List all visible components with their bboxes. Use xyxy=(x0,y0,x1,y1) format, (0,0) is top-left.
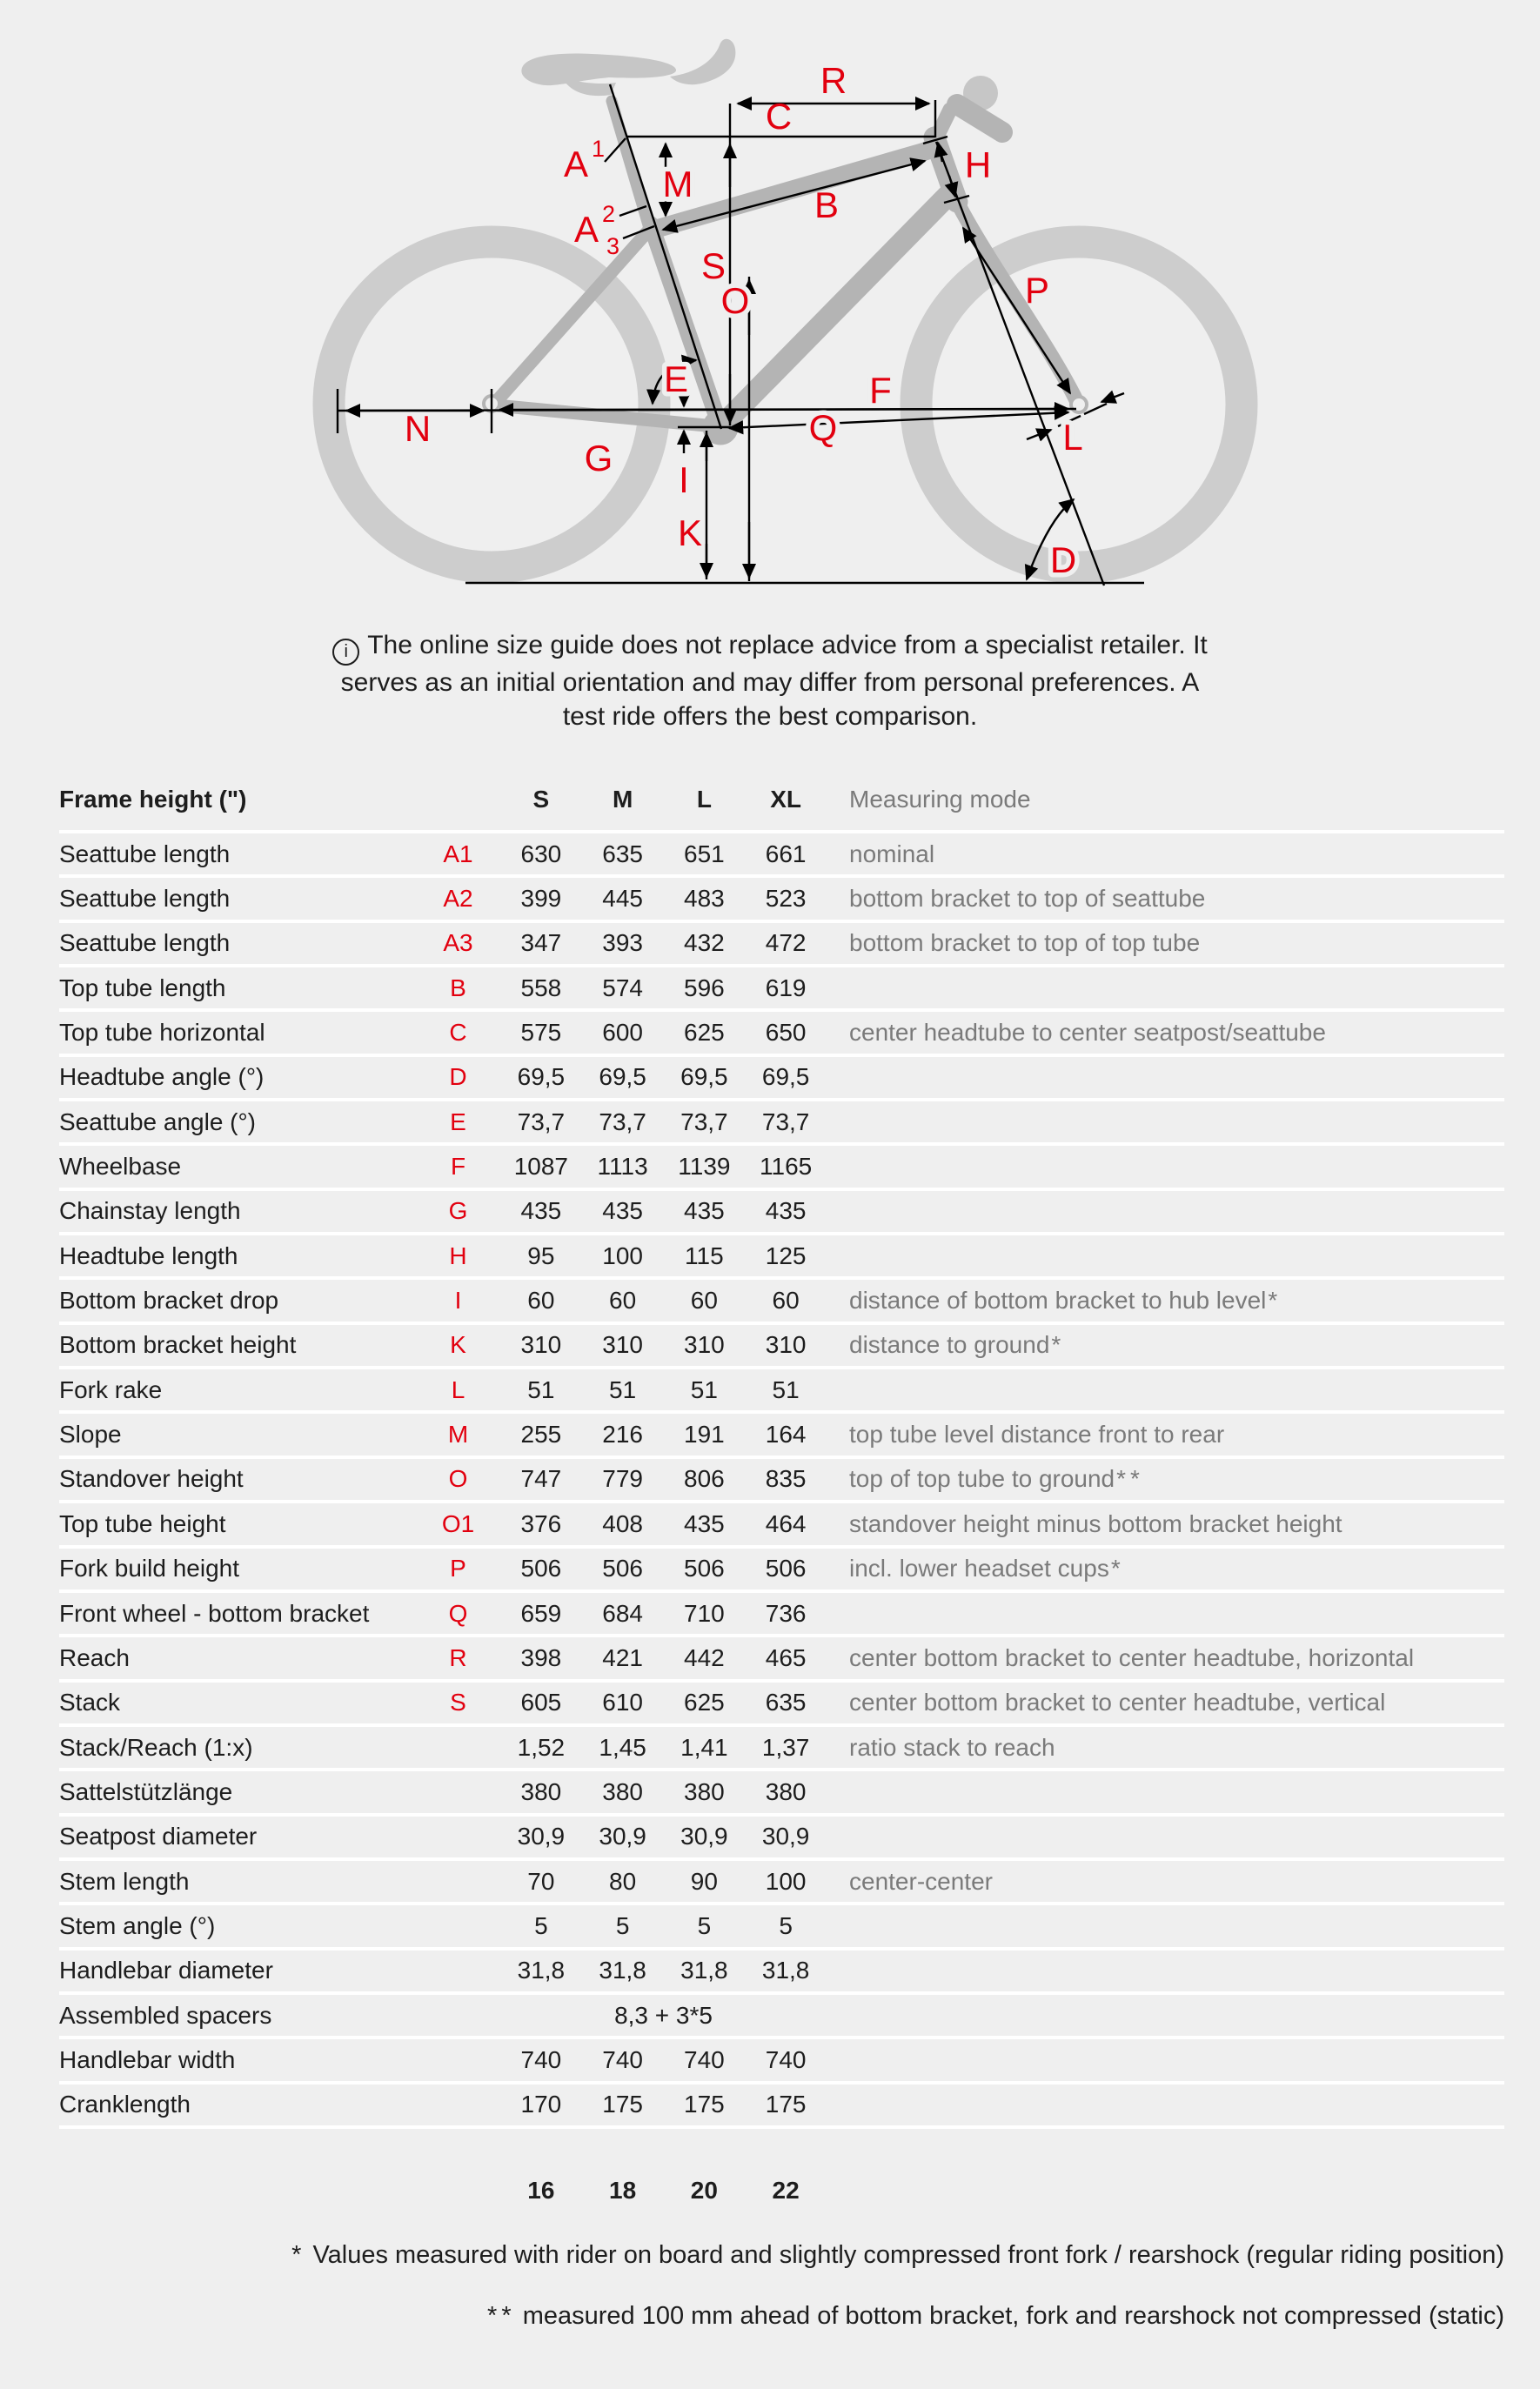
table-row xyxy=(59,1905,1504,1950)
geometry-table xyxy=(59,769,1504,2211)
row-code: P xyxy=(450,1555,466,1583)
info-note-text: The online size guide does not replace advice from a specialist retailer. It xyxy=(367,631,1208,659)
frame-size-inches-row xyxy=(59,2171,1504,2211)
row-code: L xyxy=(451,1375,465,1403)
row-measuring-mode: center bottom bracket to center headtube, vertical xyxy=(849,1689,1386,1716)
row-value: 5 xyxy=(779,1911,793,1939)
table-row xyxy=(59,1503,1504,1548)
table-row xyxy=(59,1637,1504,1682)
diagram-label-a1: A xyxy=(564,144,589,184)
row-value: 69,5 xyxy=(599,1063,646,1091)
row-value: 574 xyxy=(602,974,643,1001)
row-label: Seatpost diameter xyxy=(59,1823,258,1850)
table-row xyxy=(59,1235,1504,1280)
row-label: Sattelstützlänge xyxy=(59,1777,233,1805)
size-inches-s: 16 xyxy=(527,2176,555,2204)
row-measuring-mode: top tube level distance front to rear xyxy=(849,1421,1225,1449)
saddle xyxy=(521,54,676,86)
table-header xyxy=(59,769,1504,833)
row-value: 69,5 xyxy=(680,1063,728,1091)
row-code: A1 xyxy=(443,840,473,867)
row-measuring-mode: bottom bracket to top of top tube xyxy=(849,929,1201,957)
row-label: Stack xyxy=(59,1689,121,1716)
row-value: 740 xyxy=(520,2045,562,2073)
row-label: Headtube angle (°) xyxy=(59,1063,264,1091)
row-value: 684 xyxy=(602,1599,643,1627)
header-size-m: M xyxy=(612,786,633,813)
row-code: R xyxy=(449,1643,467,1671)
row-code: K xyxy=(450,1331,466,1359)
row-value: 600 xyxy=(602,1019,643,1047)
diagram-label-s: S xyxy=(700,245,726,286)
row-value: 51 xyxy=(772,1375,800,1403)
row-label: Seattube angle (°) xyxy=(59,1108,257,1135)
diagram-label-m: M xyxy=(662,164,693,204)
row-code: E xyxy=(450,1108,466,1135)
row-value: 191 xyxy=(684,1421,725,1449)
row-value: 435 xyxy=(684,1509,725,1537)
row-measuring-mode: standover height minus bottom bracket height xyxy=(849,1509,1342,1537)
row-value: 1,37 xyxy=(761,1733,810,1761)
row-value: 1,41 xyxy=(680,1733,728,1761)
row-measuring-mode: center-center xyxy=(849,1867,993,1895)
row-value: 175 xyxy=(684,2091,725,2118)
row-measuring-mode: center bottom bracket to center headtube, horizontal xyxy=(849,1643,1415,1671)
footnotes xyxy=(290,2239,1504,2361)
table-row xyxy=(59,1951,1504,1995)
table-row xyxy=(59,1057,1504,1101)
row-value: 399 xyxy=(520,885,562,913)
diagram-label-e: E xyxy=(663,358,689,399)
row-value: 60 xyxy=(527,1287,555,1315)
row-value: 506 xyxy=(765,1555,807,1583)
row-code: D xyxy=(449,1063,467,1091)
row-value: 483 xyxy=(684,885,725,913)
row-value: 635 xyxy=(765,1689,807,1716)
row-value: 31,8 xyxy=(680,1957,728,1984)
row-value: 51 xyxy=(690,1375,718,1403)
row-code: A2 xyxy=(443,885,473,913)
row-value: 310 xyxy=(520,1331,562,1359)
row-code: O xyxy=(448,1465,468,1493)
row-label: Headtube length xyxy=(59,1241,238,1269)
row-value: 60 xyxy=(609,1287,637,1315)
row-value: 472 xyxy=(765,929,807,957)
row-value: 1,52 xyxy=(517,1733,566,1761)
table-row xyxy=(59,1280,1504,1324)
row-value: 30,9 xyxy=(517,1823,566,1850)
table-row xyxy=(59,1146,1504,1190)
bike-geometry-diagram xyxy=(0,0,1540,619)
diagram-label-h: H xyxy=(964,144,992,185)
header-size-xl: XL xyxy=(770,786,802,813)
table-row xyxy=(59,1459,1504,1503)
row-code: I xyxy=(454,1287,462,1315)
table-row xyxy=(59,1369,1504,1414)
row-label: Handlebar diameter xyxy=(59,1957,273,1984)
diagram-label-a3-sub: 3 xyxy=(606,233,620,259)
row-value: 1,45 xyxy=(599,1733,646,1761)
row-value: 625 xyxy=(684,1019,725,1047)
row-label: Chainstay length xyxy=(59,1197,241,1225)
row-value: 625 xyxy=(684,1689,725,1716)
row-value: 1087 xyxy=(513,1153,569,1181)
row-value: 170 xyxy=(520,2091,562,2118)
row-code: O1 xyxy=(441,1509,475,1537)
row-value: 69,5 xyxy=(517,1063,566,1091)
row-label: Top tube height xyxy=(59,1509,226,1537)
row-value: 51 xyxy=(527,1375,555,1403)
header-size-s: S xyxy=(532,786,550,813)
row-value: 5 xyxy=(615,1911,630,1939)
diagram-label-d: D xyxy=(1049,539,1077,580)
row-code: C xyxy=(449,1019,467,1047)
diagram-label-p: P xyxy=(1024,270,1050,311)
row-value: 255 xyxy=(520,1421,562,1449)
row-value: 164 xyxy=(765,1421,807,1449)
info-note-line: test ride offers the best comparison. xyxy=(562,702,978,731)
measuring-mode-mark: ** xyxy=(1116,1465,1144,1493)
row-value: 30,9 xyxy=(680,1823,728,1850)
row-label: Bottom bracket height xyxy=(59,1331,297,1359)
row-value: 630 xyxy=(520,840,562,867)
table-row xyxy=(59,2085,1504,2129)
table-row xyxy=(59,833,1504,878)
row-value: 740 xyxy=(765,2045,807,2073)
row-value: 60 xyxy=(772,1287,800,1315)
row-value: 69,5 xyxy=(761,1063,810,1091)
row-value: 435 xyxy=(520,1197,562,1225)
row-value: 393 xyxy=(602,929,643,957)
header-size-l: L xyxy=(696,786,712,813)
diagram-label-n: N xyxy=(404,408,432,449)
size-inches-l: 20 xyxy=(690,2176,718,2204)
footnote-single-star xyxy=(290,2239,1504,2271)
table-row xyxy=(59,967,1504,1012)
row-value: 51 xyxy=(609,1375,637,1403)
row-label: Slope xyxy=(59,1421,122,1449)
table-row xyxy=(59,1101,1504,1146)
row-value: 216 xyxy=(602,1421,643,1449)
table-row xyxy=(59,1325,1504,1369)
row-value: 30,9 xyxy=(599,1823,646,1850)
row-value: 506 xyxy=(602,1555,643,1583)
row-value: 779 xyxy=(602,1465,643,1493)
row-value: 650 xyxy=(765,1019,807,1047)
row-code: G xyxy=(448,1197,468,1225)
row-label: Assembled spacers xyxy=(59,2001,272,2029)
footnote-double-star xyxy=(290,2300,1504,2332)
footnote-mark: ** xyxy=(487,2302,516,2330)
row-label: Handlebar width xyxy=(59,2045,236,2073)
diagram-label-g: G xyxy=(584,438,613,478)
row-value: 310 xyxy=(765,1331,807,1359)
row-value: 5 xyxy=(697,1911,712,1939)
row-value: 408 xyxy=(602,1509,643,1537)
row-label: Top tube length xyxy=(59,974,226,1001)
row-measuring-mode: bottom bracket to top of seattube xyxy=(849,885,1206,913)
diagram-label-o: O xyxy=(720,280,750,321)
row-label: Fork build height xyxy=(59,1555,240,1583)
row-value: 421 xyxy=(602,1643,643,1671)
row-value: 596 xyxy=(684,974,725,1001)
row-value: 80 xyxy=(609,1867,637,1895)
table-row xyxy=(59,1861,1504,1905)
row-value: 376 xyxy=(520,1509,562,1537)
row-value: 380 xyxy=(684,1777,725,1805)
row-value: 506 xyxy=(684,1555,725,1583)
table-row xyxy=(59,1727,1504,1771)
row-value: 651 xyxy=(684,840,725,867)
row-label: Wheelbase xyxy=(59,1153,182,1181)
row-code: B xyxy=(450,974,466,1001)
row-value: 73,7 xyxy=(680,1108,728,1135)
row-label: Seattube length xyxy=(59,929,231,957)
row-label: Seattube length xyxy=(59,840,231,867)
row-label: Stack/Reach (1:x) xyxy=(59,1733,253,1761)
row-value: 575 xyxy=(520,1019,562,1047)
row-value: 605 xyxy=(520,1689,562,1716)
row-value: 175 xyxy=(765,2091,807,2118)
row-measuring-mode: nominal xyxy=(849,840,935,867)
row-value: 310 xyxy=(684,1331,725,1359)
row-value: 558 xyxy=(520,974,562,1001)
row-measuring-mode: incl. lower headset cups* xyxy=(849,1555,1125,1583)
row-measuring-mode: center headtube to center seatpost/seattube xyxy=(849,1019,1326,1047)
row-value: 661 xyxy=(765,840,807,867)
row-code: S xyxy=(450,1689,466,1716)
footnote-text: Values measured with rider on board and slightly compressed front fork / rearshock (regular riding position) xyxy=(312,2241,1504,2269)
row-value: 31,8 xyxy=(517,1957,566,1984)
dimension-lines xyxy=(338,84,1144,586)
row-value: 1113 xyxy=(597,1153,648,1181)
row-value: 435 xyxy=(602,1197,643,1225)
row-code: A3 xyxy=(443,929,473,957)
table-row xyxy=(59,2039,1504,2084)
row-value: 435 xyxy=(765,1197,807,1225)
footnote-text: measured 100 mm ahead of bottom bracket, fork and rearshock not compressed (static) xyxy=(522,2302,1504,2330)
row-value: 70 xyxy=(527,1867,555,1895)
row-label: Fork rake xyxy=(59,1375,163,1403)
table-row xyxy=(59,1414,1504,1458)
row-measuring-mode: top of top tube to ground** xyxy=(849,1465,1144,1493)
diagram-label-a2-sup: 2 xyxy=(602,201,616,227)
diagram-label-c: C xyxy=(765,96,793,137)
row-label: Stem length xyxy=(59,1867,190,1895)
measuring-mode-mark: * xyxy=(1268,1287,1282,1315)
row-value: 659 xyxy=(520,1599,562,1627)
row-value: 175 xyxy=(602,2091,643,2118)
row-value: 523 xyxy=(765,885,807,913)
row-value: 610 xyxy=(602,1689,643,1716)
info-note xyxy=(0,628,1540,733)
table-row xyxy=(59,1593,1504,1637)
row-value: 464 xyxy=(765,1509,807,1537)
row-value: 73,7 xyxy=(599,1108,646,1135)
row-measuring-mode: distance to ground* xyxy=(849,1331,1066,1359)
row-value: 398 xyxy=(520,1643,562,1671)
row-label: Front wheel - bottom bracket xyxy=(59,1599,370,1627)
row-value: 30,9 xyxy=(761,1823,810,1850)
size-inches-m: 18 xyxy=(609,2176,637,2204)
row-value: 465 xyxy=(765,1643,807,1671)
diagram-label-k: K xyxy=(677,512,703,553)
diagram-label-f: F xyxy=(869,370,892,411)
diagram-label-i: I xyxy=(679,459,689,500)
diagram-label-q: Q xyxy=(808,407,838,448)
footnote-mark: * xyxy=(291,2241,306,2269)
row-value: 31,8 xyxy=(761,1957,810,1984)
diagram-label-l: L xyxy=(1062,417,1083,458)
row-value: 432 xyxy=(684,929,725,957)
row-value: 736 xyxy=(765,1599,807,1627)
info-note-line xyxy=(0,628,1540,666)
row-value: 310 xyxy=(602,1331,643,1359)
row-value: 31,8 xyxy=(599,1957,646,1984)
row-measuring-mode: distance of bottom bracket to hub level* xyxy=(849,1287,1282,1315)
table-row xyxy=(59,1191,1504,1235)
row-value: 100 xyxy=(602,1241,643,1269)
row-value: 347 xyxy=(520,929,562,957)
row-value: 60 xyxy=(690,1287,718,1315)
row-value: 380 xyxy=(520,1777,562,1805)
row-label: Reach xyxy=(59,1643,130,1671)
row-value: 125 xyxy=(765,1241,807,1269)
row-value: 380 xyxy=(602,1777,643,1805)
row-value: 635 xyxy=(602,840,643,867)
table-row xyxy=(59,1549,1504,1593)
row-code: H xyxy=(449,1241,467,1269)
table-row xyxy=(59,923,1504,967)
row-label: Standover height xyxy=(59,1465,244,1493)
table-row xyxy=(59,1995,1504,2039)
diagram-label-r: R xyxy=(820,60,847,101)
row-label: Top tube horizontal xyxy=(59,1019,265,1047)
row-value: 73,7 xyxy=(761,1108,810,1135)
row-value: 1165 xyxy=(760,1153,813,1181)
row-code: M xyxy=(447,1421,469,1449)
row-value: 740 xyxy=(602,2045,643,2073)
row-value: 90 xyxy=(690,1867,718,1895)
row-value: 747 xyxy=(520,1465,562,1493)
table-row xyxy=(59,878,1504,922)
header-measuring-mode: Measuring mode xyxy=(849,786,1031,813)
row-measuring-mode: ratio stack to reach xyxy=(849,1733,1055,1761)
measuring-mode-mark: * xyxy=(1110,1555,1125,1583)
row-value: 835 xyxy=(765,1465,807,1493)
row-label: Seattube length xyxy=(59,885,231,913)
row-label: Bottom bracket drop xyxy=(59,1287,279,1315)
header-frame-height: Frame height (") xyxy=(59,786,247,813)
row-label: Cranklength xyxy=(59,2091,191,2118)
row-value: 95 xyxy=(527,1241,555,1269)
row-value: 740 xyxy=(684,2045,725,2073)
row-value: 506 xyxy=(520,1555,562,1583)
table-row xyxy=(59,1817,1504,1861)
row-value: 710 xyxy=(684,1599,725,1627)
row-value: 1139 xyxy=(678,1153,731,1181)
row-value: 73,7 xyxy=(517,1108,566,1135)
row-label: Stem angle (°) xyxy=(59,1911,216,1939)
table-row xyxy=(59,1771,1504,1816)
measuring-mode-mark: * xyxy=(1051,1331,1066,1359)
table-row xyxy=(59,1683,1504,1727)
row-value: 115 xyxy=(685,1241,724,1269)
size-inches-xl: 22 xyxy=(772,2176,800,2204)
row-span-value: 8,3 + 3*5 xyxy=(614,2001,713,2029)
info-note-line: serves as an initial orientation and may differ from personal preferences. A xyxy=(340,668,1200,697)
row-value: 442 xyxy=(684,1643,725,1671)
row-value: 445 xyxy=(602,885,643,913)
diagram-label-a1-sup: 1 xyxy=(592,136,606,162)
row-value: 5 xyxy=(534,1911,548,1939)
row-code: F xyxy=(450,1153,466,1181)
info-icon: i xyxy=(332,639,359,666)
diagram-label-b: B xyxy=(814,184,840,225)
table-rows xyxy=(59,833,1504,2129)
diagram-label-a23: A xyxy=(574,209,599,250)
row-value: 380 xyxy=(765,1777,807,1805)
row-code: Q xyxy=(448,1599,468,1627)
row-value: 619 xyxy=(765,974,807,1001)
row-value: 100 xyxy=(765,1867,807,1895)
row-value: 435 xyxy=(684,1197,725,1225)
table-row xyxy=(59,1012,1504,1056)
row-value: 806 xyxy=(684,1465,725,1493)
